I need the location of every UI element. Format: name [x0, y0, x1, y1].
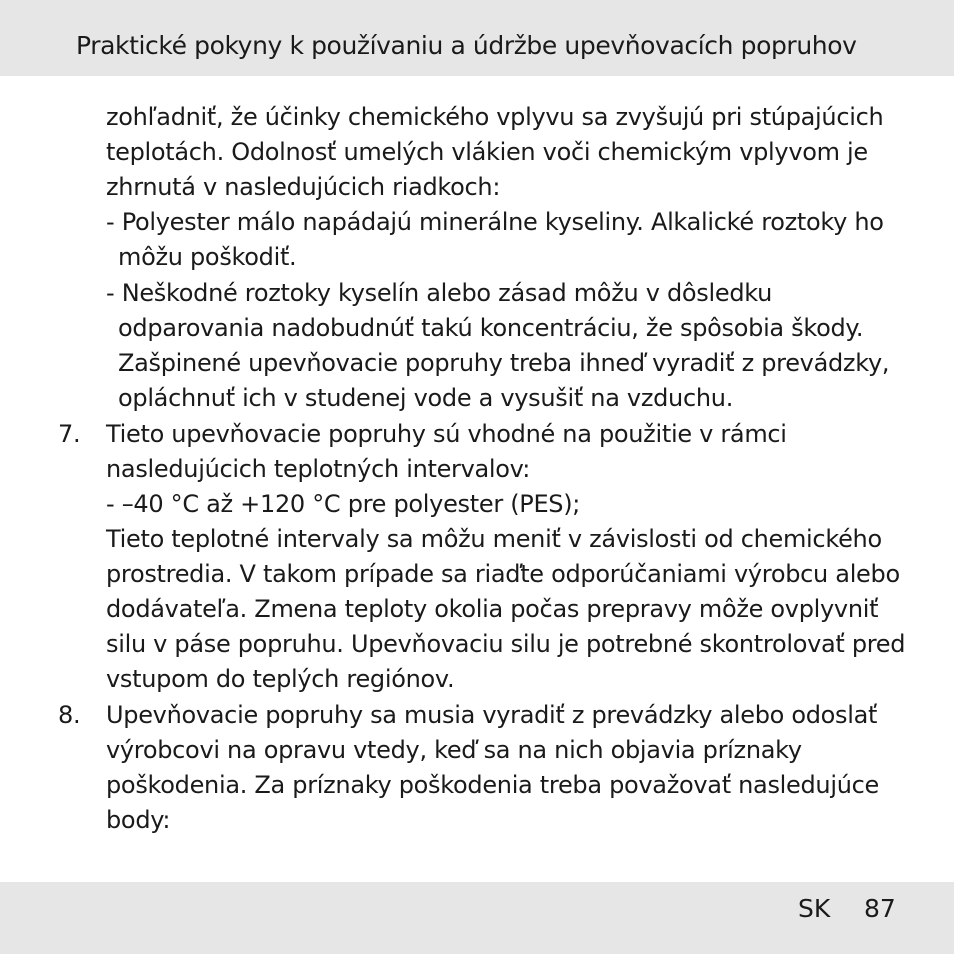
- page-title: Praktické pokyny k používaniu a údržbe upevňovacích popruhov: [76, 31, 857, 60]
- bullet-item-continuation: odparovania nadobudnúť takú koncentráciu, že spôsobia škody.: [118, 314, 864, 342]
- page-number: 87: [864, 894, 896, 923]
- paragraph-line: Tieto teplotné intervaly sa môžu meniť v závislosti od chemického: [106, 525, 882, 553]
- language-code: SK: [798, 894, 831, 923]
- paragraph-line: výrobcovi na opravu vtedy, keď sa na nich objavia príznaky: [106, 736, 802, 764]
- list-item-8: Upevňovacie popruhy sa musia vyradiť z prevádzky alebo odoslať: [106, 701, 878, 729]
- list-number-8: 8.: [58, 701, 81, 729]
- bullet-item-polyester: - Polyester málo napádajú minerálne kyseliny. Alkalické roztoky ho: [106, 208, 884, 236]
- list-number-7: 7.: [58, 420, 81, 448]
- paragraph-line: dodávateľa. Zmena teploty okolia počas prepravy môže ovplyvniť: [106, 595, 879, 623]
- paragraph-line: poškodenia. Za príznaky poškodenia treba považovať nasledujúce: [106, 771, 879, 799]
- paragraph-line: vstupom do teplých regiónov.: [106, 665, 455, 693]
- list-item-7: Tieto upevňovacie popruhy sú vhodné na použitie v rámci: [106, 420, 787, 448]
- bullet-item-continuation: môžu poškodiť.: [118, 243, 297, 271]
- bullet-item-continuation: opláchnuť ich v studenej vode a vysušiť na vzduchu.: [118, 384, 734, 412]
- bullet-item-solutions: - Neškodné roztoky kyselín alebo zásad môžu v dôsledku: [106, 279, 773, 307]
- paragraph-line: nasledujúcich teplotných intervalov:: [106, 455, 531, 483]
- paragraph-line: silu v páse popruhu. Upevňovaciu silu je potrebné skontrolovať pred: [106, 630, 906, 658]
- bullet-item-continuation: Zašpinené upevňovacie popruhy treba ihneď vyradiť z prevádzky,: [118, 349, 890, 377]
- paragraph-line: teplotách. Odolnosť umelých vlákien voči chemickým vplyvom je: [106, 138, 868, 166]
- temperature-range: - –40 °C až +120 °C pre polyester (PES);: [106, 490, 581, 518]
- paragraph-line: zohľadniť, že účinky chemického vplyvu sa zvyšujú pri stúpajúcich: [106, 103, 884, 131]
- paragraph-line: prostredia. V takom prípade sa riaďte odporúčaniami výrobcu alebo: [106, 560, 900, 588]
- paragraph-line: zhrnutá v nasledujúcich riadkoch:: [106, 173, 501, 201]
- paragraph-line: body:: [106, 806, 171, 834]
